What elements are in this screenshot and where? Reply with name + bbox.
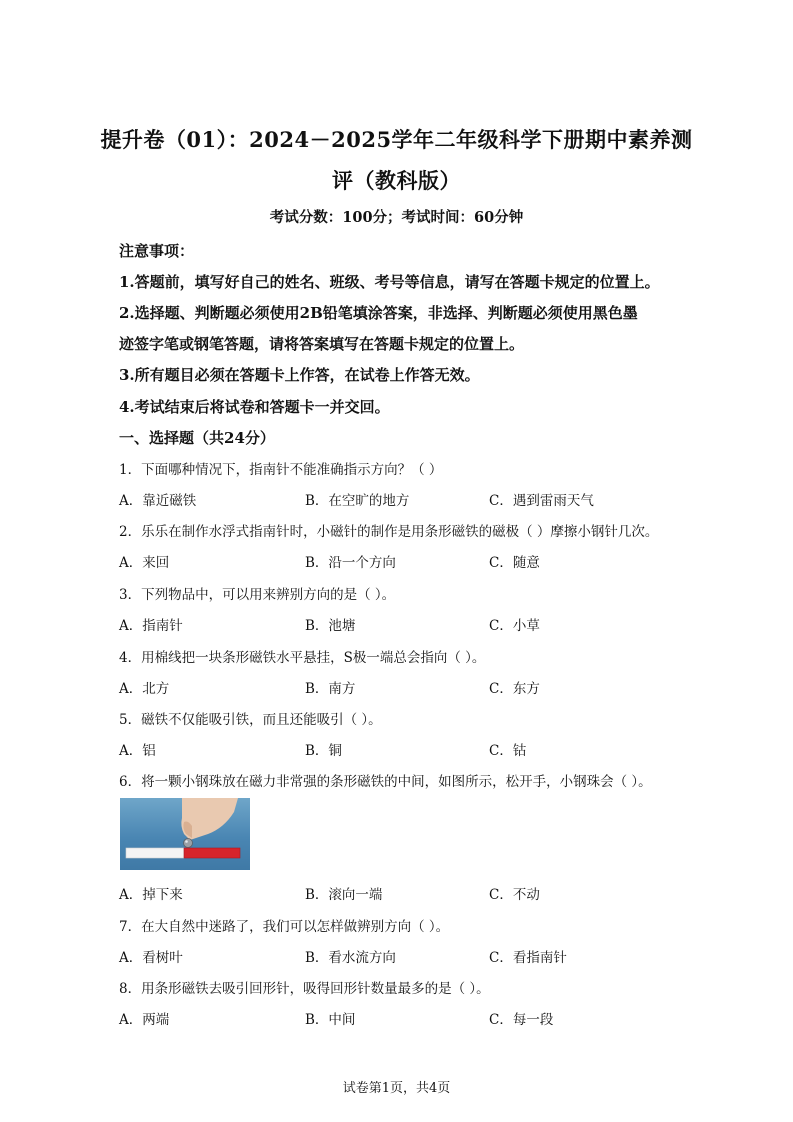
question-4-option-b: B．南方 bbox=[305, 681, 356, 697]
question-4-option-c: C．东方 bbox=[489, 681, 540, 697]
exam-score-time: 考试分数：100分；考试时间：60分钟 bbox=[269, 209, 524, 226]
question-8-option-c: C．每一段 bbox=[489, 1012, 554, 1028]
question-6-option-a: A．掉下来 bbox=[119, 887, 183, 903]
question-7-option-c: C．看指南针 bbox=[489, 950, 567, 966]
note-item-4: 4.考试结束后将试卷和答题卡一并交回。 bbox=[119, 398, 390, 416]
question-1-option-a: A．靠近磁铁 bbox=[119, 493, 197, 509]
question-2-stem: 2．乐乐在制作水浮式指南针时，小磁针的制作是用条形磁铁的磁极（ ）摩擦小钢针几次。 bbox=[119, 524, 659, 540]
notes-heading: 注意事项： bbox=[119, 242, 195, 260]
note-item-3: 3.所有题目必须在答题卡上作答，在试卷上作答无效。 bbox=[119, 366, 480, 384]
question-5-stem: 5．磁铁不仅能吸引铁，而且还能吸引（ ）。 bbox=[119, 712, 382, 728]
note-item-1: 1.答题前，填写好自己的姓名、班级、考号等信息，请写在答题卡规定的位置上。 bbox=[119, 273, 660, 291]
question-1-option-c: C．遇到雷雨天气 bbox=[489, 493, 594, 509]
question-3-option-a: A．指南针 bbox=[119, 618, 183, 634]
question-2-option-c: C．随意 bbox=[489, 555, 540, 571]
question-5-option-a: A．铝 bbox=[119, 743, 156, 759]
exam-title-line1: 提升卷（01）：2024－2025学年二年级科学下册期中素养测 bbox=[100, 127, 693, 152]
steel-ball bbox=[184, 839, 193, 848]
question-8-option-b: B．中间 bbox=[305, 1012, 356, 1028]
question-5-option-b: B．铜 bbox=[305, 743, 342, 759]
magnet-illustration bbox=[120, 798, 250, 870]
magnet-red-pole bbox=[184, 848, 240, 858]
question-6-option-c: C．不动 bbox=[489, 887, 540, 903]
magnet-white-pole bbox=[126, 848, 184, 858]
note-item-2: 2.选择题、判断题必须使用2B铅笔填涂答案，非选择、判断题必须使用黑色墨 bbox=[119, 304, 638, 322]
question-4-option-a: A．北方 bbox=[119, 681, 170, 697]
question-3-option-c: C．小草 bbox=[489, 618, 540, 634]
question-5-option-c: C．钴 bbox=[489, 743, 527, 759]
question-7-option-b: B．看水流方向 bbox=[305, 950, 396, 966]
question-8-option-a: A．两端 bbox=[119, 1012, 170, 1028]
question-7-stem: 7．在大自然中迷路了，我们可以怎样做辨别方向（ ）。 bbox=[119, 919, 450, 935]
question-4-stem: 4．用棉线把一块条形磁铁水平悬挂，S极一端总会指向（ ）。 bbox=[119, 650, 486, 666]
question-7-option-a: A．看树叶 bbox=[119, 950, 183, 966]
steel-ball-highlight bbox=[185, 840, 188, 843]
section-heading: 一、选择题（共24分） bbox=[119, 429, 275, 447]
question-8-stem: 8．用条形磁铁去吸引回形针，吸得回形针数量最多的是（ ）。 bbox=[119, 981, 490, 997]
question-2-option-b: B．沿一个方向 bbox=[305, 555, 396, 571]
question-6-option-b: B．滚向一端 bbox=[305, 887, 383, 903]
question-1-stem: 1．下面哪种情况下，指南针不能准确指示方向？（ ） bbox=[119, 462, 443, 478]
exam-title-line2: 评（教科版） bbox=[332, 168, 461, 193]
question-2-option-a: A．来回 bbox=[119, 555, 170, 571]
question-6-stem: 6．将一颗小钢珠放在磁力非常强的条形磁铁的中间，如图所示，松开手，小钢珠会（ ）。 bbox=[119, 774, 652, 790]
page-footer: 试卷第1页，共4页 bbox=[342, 1081, 451, 1096]
question-3-stem: 3．下列物品中，可以用来辨别方向的是（ ）。 bbox=[119, 587, 396, 603]
question-3-option-b: B．池塘 bbox=[305, 618, 356, 634]
note-item-2-cont: 迹签字笔或钢笔答题，请将答案填写在答题卡规定的位置上。 bbox=[119, 335, 525, 353]
question-1-option-b: B．在空旷的地方 bbox=[305, 493, 410, 509]
magnet-steel-ball-photo bbox=[120, 798, 250, 870]
